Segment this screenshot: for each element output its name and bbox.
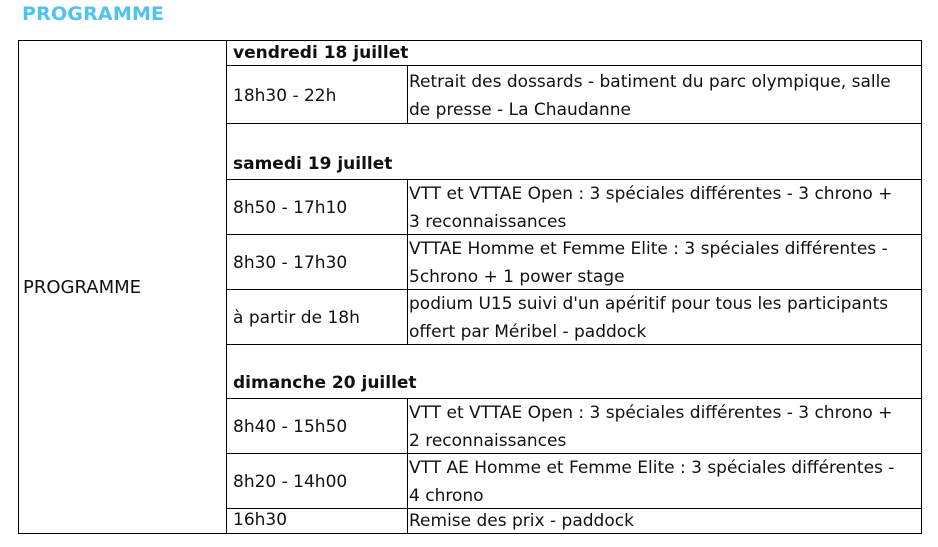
event-row — [227, 180, 921, 235]
day-title: samedi 19 juillet — [233, 154, 393, 174]
day-title: vendredi 18 juillet — [233, 43, 409, 63]
event-desc-line: 3 reconnaissances — [409, 212, 567, 232]
schedule-column — [227, 41, 921, 533]
event-desc-line: 5chrono + 1 power stage — [409, 267, 625, 287]
day-row-friday — [227, 41, 921, 66]
event-row — [227, 235, 921, 290]
event-row — [227, 509, 921, 533]
event-desc-line: VTT et VTTAE Open : 3 spéciales différentes - 3 chrono + — [409, 184, 893, 204]
event-row — [227, 66, 921, 124]
event-time: 8h50 - 17h10 — [233, 198, 348, 218]
event-row — [227, 399, 921, 454]
event-row — [227, 454, 921, 509]
event-desc-line: offert par Méribel - paddock — [409, 322, 647, 342]
event-row — [227, 290, 921, 345]
event-time: 8h40 - 15h50 — [233, 417, 348, 437]
event-desc-line: 4 chrono — [409, 486, 484, 506]
event-desc-line: 2 reconnaissances — [409, 431, 567, 451]
event-desc-line: Retrait des dossards - batiment du parc olympique, salle — [409, 72, 891, 92]
day-title: dimanche 20 juillet — [233, 373, 417, 393]
event-time: 18h30 - 22h — [233, 86, 337, 106]
event-desc-line: VTTAE Homme et Femme Elite : 3 spéciales différentes - — [409, 239, 888, 259]
day-row-sunday — [227, 345, 921, 399]
page-heading: PROGRAMME — [22, 3, 165, 25]
event-time: 8h30 - 17h30 — [233, 253, 348, 273]
programme-table — [18, 40, 922, 534]
event-desc-line: VTT et VTTAE Open : 3 spéciales différentes - 3 chrono + — [409, 403, 893, 423]
event-desc-line: podium U15 suivi d'un apéritif pour tous les participants — [409, 294, 889, 314]
event-time: à partir de 18h — [233, 308, 360, 328]
event-time: 8h20 - 14h00 — [233, 472, 348, 492]
day-row-saturday — [227, 124, 921, 180]
event-desc-line: VTT AE Homme et Femme Elite : 3 spéciales différentes - — [409, 458, 895, 478]
event-desc-line: de presse - La Chaudanne — [409, 100, 631, 120]
left-column — [19, 41, 227, 533]
event-time: 16h30 — [233, 510, 288, 530]
event-desc-line: Remise des prix - paddock — [409, 511, 634, 531]
left-column-label: PROGRAMME — [23, 277, 142, 298]
